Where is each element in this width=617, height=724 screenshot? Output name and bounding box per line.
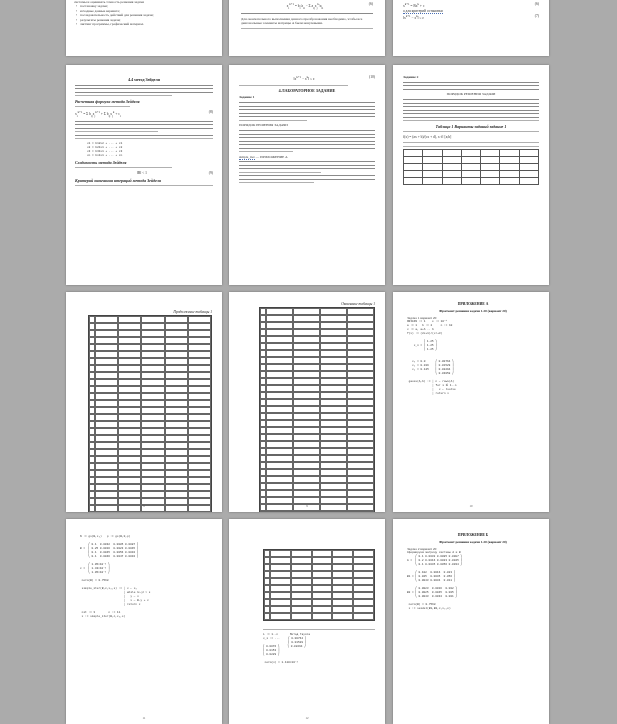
section-heading: 4.ЛАБОРАТОРНОЕ ЗАДАНИЕ bbox=[278, 88, 336, 94]
document-page-3 bbox=[393, 0, 549, 56]
task-label: Задача 2 вариант 20 bbox=[407, 547, 437, 551]
table-caption: Окончание таблицы 1 bbox=[341, 302, 375, 306]
formula: ‖B‖ < 1 (9) bbox=[136, 170, 213, 175]
list-item: • результаты решения задачи; bbox=[74, 18, 214, 22]
document-page-8 bbox=[229, 292, 385, 512]
task-label: Задание 1 bbox=[239, 95, 255, 100]
formula: а для критерий остановки bbox=[403, 9, 443, 14]
list-item: • листинг программы, графический материал. bbox=[74, 22, 214, 26]
list-item: • последовательность действий для решения задачи; bbox=[74, 13, 214, 17]
page-number: 10 bbox=[469, 504, 473, 508]
section-heading: 4.4 метод Зейделя bbox=[128, 77, 160, 82]
data-table bbox=[263, 549, 375, 621]
subheading: Критерий окончания итераций метода Зейделя bbox=[75, 177, 161, 183]
task-label: Задание 2 bbox=[403, 75, 419, 79]
list-item: • исходные данные варианта; bbox=[74, 9, 214, 13]
formula: $x^{k+1} = Bx^k + c$ (6) bbox=[403, 2, 539, 9]
subheading: Расчетная формула метода Зейделя bbox=[75, 98, 140, 104]
document-page-1 bbox=[66, 0, 222, 56]
formula-block: x1 = b12x2 + ... + c1 x2 = b21x1 + ... + c2 x3 = b31x1 + ... + c3 xn = bn1x1 + ... + cn bbox=[87, 141, 123, 157]
appendix-subtitle: Фрагмент решения задачи 1.20 (вариант 20) bbox=[439, 540, 507, 544]
formula: $x_i^{k+1} = \Sigma$ $b_{ij}x_j^{k+1} + \Sigma$ $b_{ij}x_j^k + c_i$ (8) bbox=[75, 109, 213, 118]
document-page-9 bbox=[393, 292, 549, 512]
paragraph: simple_iter — ПРИЛОЖЕНИЕ А bbox=[239, 154, 288, 159]
task-label: Задача 1 вариант 20 bbox=[407, 316, 437, 320]
page-number: 11 bbox=[142, 716, 146, 720]
formula: $‖x^{k+1}$ − $x^k‖ \le \varepsilon$ (7) bbox=[403, 14, 539, 21]
document-page-4 bbox=[66, 65, 222, 285]
page-text: системы и оценивать точность решения задачи bbox=[74, 0, 144, 4]
document-page-12 bbox=[393, 519, 549, 724]
page-number: 8 bbox=[143, 504, 145, 508]
document-page-11 bbox=[229, 519, 385, 724]
document-page-10 bbox=[66, 519, 222, 724]
document-page-2 bbox=[229, 0, 385, 56]
formula: $x_i^{k+1} = b_i/a_{ii} - \Sigma$ $a_{ij}x_j^k/a_{ii}$ (6) bbox=[286, 2, 373, 10]
mathcad-block: i := 1..n Метод Гаусса x_i := ... ⎛ 0.00764 ⎞ ⎜ 0.01529 ⎟ ⎛ 0.0076 ⎞ ⎝ 0.02294 ⎠ ⎜ 0.0153 ⎟ ⎝ 0.0229 ⎠ norm(x) = 1.110×10⁻³ bbox=[263, 632, 311, 664]
appendix-title: ПРИЛОЖЕНИЕ Б bbox=[457, 533, 489, 537]
data-table bbox=[88, 315, 212, 512]
page-number: 9 bbox=[306, 504, 308, 508]
variants-table bbox=[403, 149, 539, 185]
table-title: Таблица 1 Варианты заданий задание 1 bbox=[435, 123, 507, 129]
appendix-subtitle: Фрагмент решения задачи 1.20 (вариант 20) bbox=[439, 309, 507, 313]
appendix-title: ПРИЛОЖЕНИЕ А bbox=[457, 302, 489, 306]
document-page-7 bbox=[66, 292, 222, 512]
table-caption: Продолжение таблицы 1 bbox=[173, 310, 212, 314]
formula: $‖x^{k+1}$ − $x^k‖ \le \varepsilon$ (10) bbox=[293, 75, 375, 82]
subheading: Сходимость метода Зейделя bbox=[75, 159, 127, 165]
list-item: • постановку задачи; bbox=[74, 4, 214, 8]
mathcad-block: ORIGIN := 1 ε := 10⁻⁴ a := 1 b := 2 n := 10 x := a, a+h .. b f(x) := (2x+1)/(x²+3) ⎛ 1.25 ⎞ x_n = ⎜ 1.25 ⎟ ⎝ 1.25 ⎠ x₀ = 0.0 ⎛ 0.00764 ⎞ x₁ = 0.016 ⎜ 0.01529 ⎟ x₂ = 0.125 ⎜ 0.02294 ⎟ ⎝ 0.03058 ⎠ gauss(A,b) := │ n ← rows(A) │ for i ∈ 1..n │ x ← lsolve │ return x bbox=[407, 320, 457, 396]
mathcad-block: N := gs(B,x₀) p := gs(B,0,p) ⎛ 0.1 0.0032 0.0085 0.0087 ⎞ B = ⎜ 0.25 0.0016 0.0023 0.0045 ⎟ ⎜ 0.1 0.0045 0.0056 0.0034 ⎟ ⎝ 0.1 0.0046 0.0047 0.0034 ⎠ ⎛ 1.05×10⁻³ ⎞ c = ⎜ 1.43×10⁻³ ⎟ ⎝ 1.05×10⁻³ ⎠ norm(B) = 0.7568 simple_iter(B,c,x₀,ε) := │ x ← x₀ │ while ‖x−y‖ > ε │ y ← x │ x ← B·y + c │ return x nit := 3 n := 11 x := simple_iter(B,c,x₀,ε) bbox=[80, 535, 151, 618]
subheading: ПОРЯДОК РЕШЕНИЯ ЗАДАЧИ bbox=[446, 92, 496, 97]
subheading: ПОРЯДОК РЕШЕНИЯ ЗАДАЧИ bbox=[239, 123, 288, 128]
document-page-6 bbox=[393, 65, 549, 285]
page-number: 12 bbox=[305, 716, 309, 720]
data-table bbox=[259, 307, 375, 512]
document-page-5 bbox=[229, 65, 385, 285]
paragraph: Для окончательного выполнения данного преобразования необходимо, чтобы все диагональные элементы матрицы A были ненулевыми. bbox=[241, 16, 363, 26]
formula: f(x) = (ax + b)/(cx + d), x ∈ [a;b] bbox=[403, 134, 452, 139]
mathcad-block: Сформируем матрицу системы A и B ⎛ 0.1 0.0032 0.0085 0.0087 ⎞ A = ⎜ 0.2 0.0016 0.0023 0.0045 ⎟ ⎝ 0.1 0.0045 0.0056 0.0034 ⎠ ⎛ 0.102 0.0016 0.023 ⎞ B1 = ⎜ 0.025 0.0045 0.056 ⎟ ⎝ 0.0043 0.0034 0.011 ⎠ ⎛ 0.0023 0.0016 0.002 ⎞ B2 = ⎜ 0.0025 0.0045 0.005 ⎟ ⎝ 0.0043 0.0034 0.001 ⎠ norm(B) = 0.7568 x := seidel(B1,B2,c,x₀,ε) bbox=[407, 551, 462, 611]
